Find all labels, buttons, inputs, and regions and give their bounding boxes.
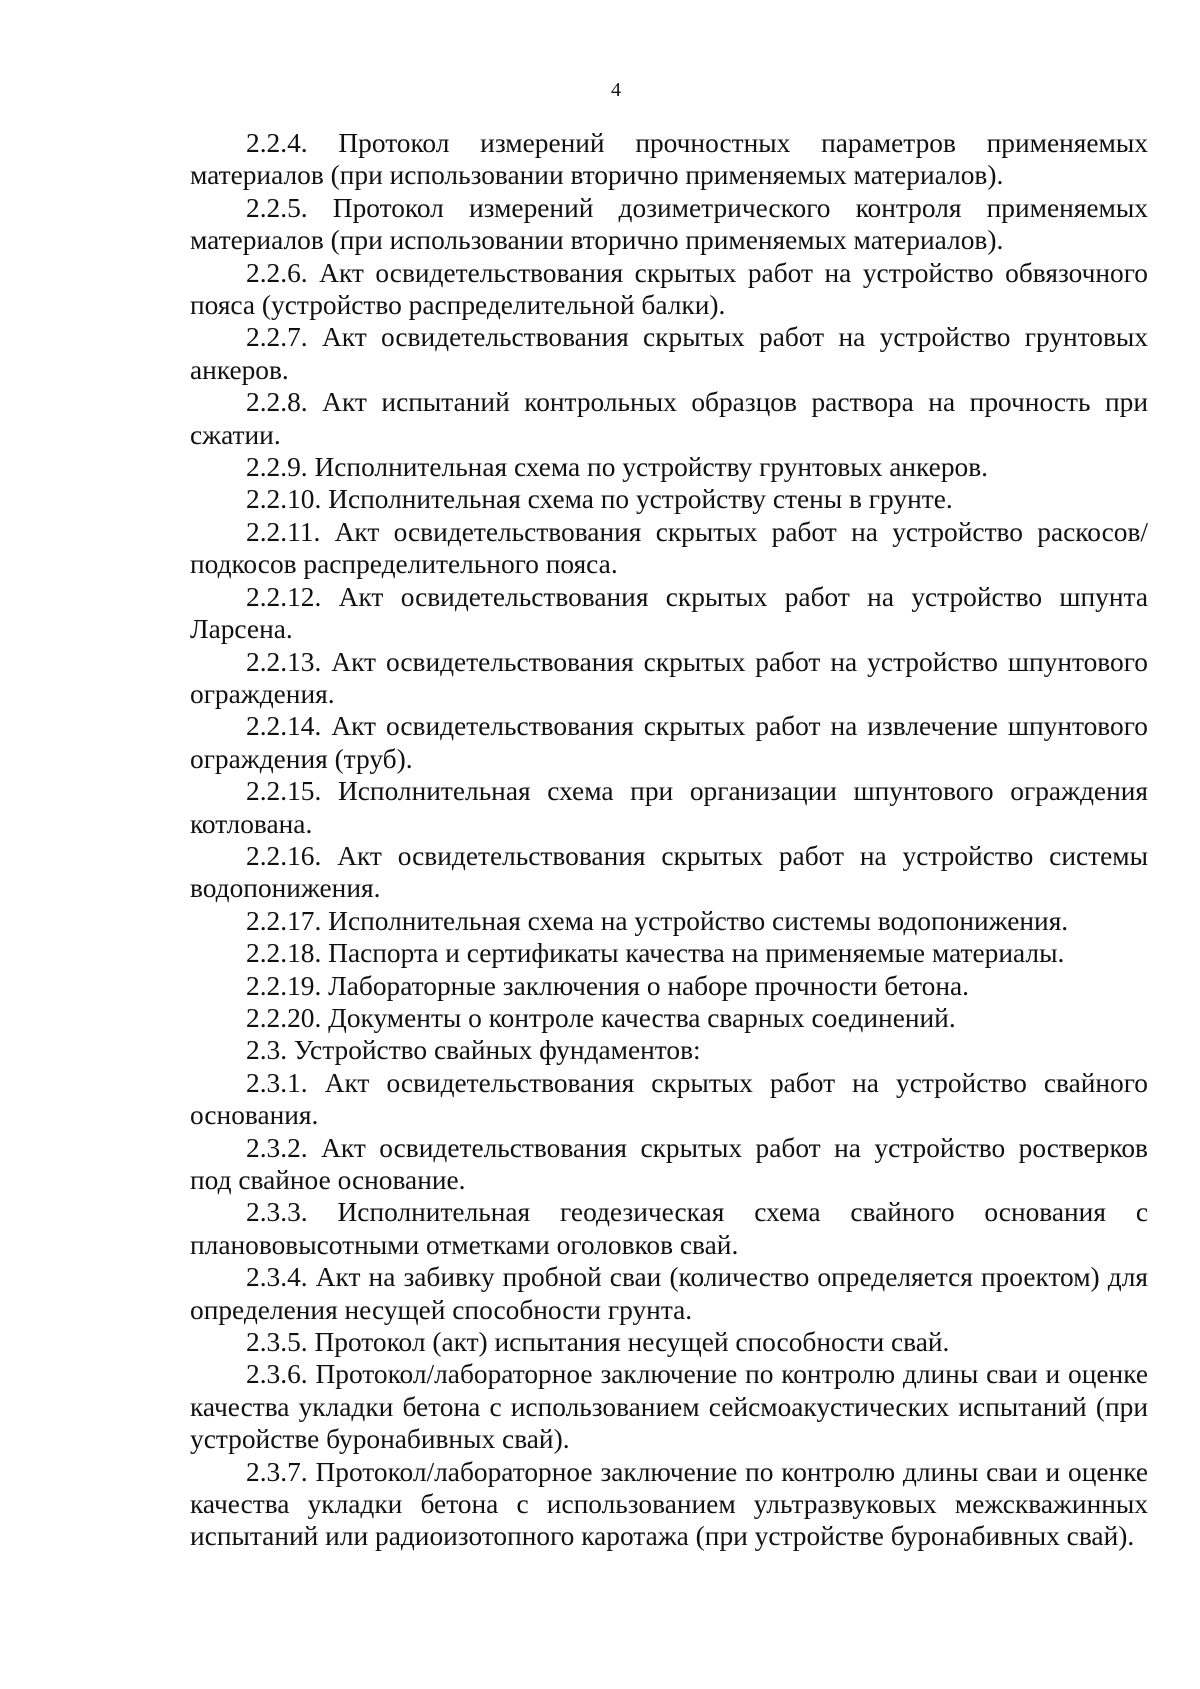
paragraph-2-2-20: 2.2.20. Документы о контроле качества сварных соединений. [246, 1002, 956, 1033]
paragraph-2-3-3: 2.3.3. Исполнительная геодезическая схема свайного основания с планововысотными отметками оголовков свай. [190, 1197, 1148, 1260]
page-number: 4 [611, 79, 621, 101]
paragraph-2-3-2: 2.3.2. Акт освидетельствования скрытых работ на устройство ростверков под свайное основание. [190, 1132, 1148, 1195]
paragraph-2-2-6: 2.2.6. Акт освидетельствования скрытых работ на устройство обвязочного пояса (устройство распределительной балки). [190, 257, 1148, 321]
paragraph-2-2-15: 2.2.15. Исполнительная схема при организации шпунтового ограждения котлована. [190, 776, 1148, 839]
paragraph-2-3-6: 2.3.6. Протокол/лабораторное заключение по контролю длины сваи и оценке качества укладки бетона с использованием сейсмоакустических испытаний (при устройстве буронабивных свай). [190, 1359, 1148, 1455]
section-heading-2-3: 2.3. Устройство свайных фундаментов: [246, 1035, 701, 1066]
paragraph-2-2-7: 2.2.7. Акт освидетельствования скрытых работ на устройство грунтовых анкеров. [190, 322, 1148, 385]
paragraph-2-2-9: 2.2.9. Исполнительная схема по устройству грунтовых анкеров. [246, 452, 989, 483]
paragraph-2-2-18: 2.2.18. Паспорта и сертификаты качества на применяемые материалы. [246, 938, 1065, 969]
paragraph-2-3-4: 2.3.4. Акт на забивку пробной сваи (количество определяется проектом) для определения несущей способности грунта. [190, 1262, 1148, 1325]
paragraph-2-2-11: 2.2.11. Акт освидетельствования скрытых работ на устройство раскосов/подкосов распределительного пояса. [190, 516, 1148, 580]
paragraph-2-3-5: 2.3.5. Протокол (акт) испытания несущей способности свай. [246, 1327, 950, 1358]
paragraph-2-2-17: 2.2.17. Исполнительная схема на устройство системы водопонижения. [246, 905, 1069, 936]
paragraph-2-2-8: 2.2.8. Акт испытаний контрольных образцов раствора на прочность при сжатии. [190, 387, 1148, 450]
paragraph-2-2-13: 2.2.13. Акт освидетельствования скрытых работ на устройство шпунтового ограждения. [190, 646, 1148, 709]
paragraph-2-2-16: 2.2.16. Акт освидетельствования скрытых работ на устройство системы водопонижения. [190, 840, 1148, 904]
paragraph-2-2-12: 2.2.12. Акт освидетельствования скрытых работ на устройство шпунта Ларсена. [190, 581, 1148, 645]
paragraph-2-2-19: 2.2.19. Лабораторные заключения о наборе прочности бетона. [246, 970, 969, 1001]
paragraph-2-2-5: 2.2.5. Протокол измерений дозиметрического контроля применяемых материалов (при использовании вторично применяемых материалов). [190, 192, 1148, 256]
document-body [190, 127, 1148, 1553]
paragraph-2-2-10: 2.2.10. Исполнительная схема по устройству стены в грунте. [246, 484, 953, 515]
paragraph-2-3-1: 2.3.1. Акт освидетельствования скрытых работ на устройство свайного основания. [190, 1067, 1148, 1131]
paragraph-2-3-7: 2.3.7. Протокол/лабораторное заключение по контролю длины сваи и оценке качества укладки бетона с использованием ультразвуковых межскважинных испытаний или радиоизотопного каротажа (при устройстве буронабивных свай). [190, 1456, 1148, 1552]
paragraph-2-2-4: 2.2.4. Протокол измерений прочностных параметров применяемых материалов (при использовании вторично применяемых материалов). [190, 128, 1148, 191]
paragraph-2-2-14: 2.2.14. Акт освидетельствования скрытых работ на извлечение шпунтового ограждения (труб). [190, 711, 1148, 774]
